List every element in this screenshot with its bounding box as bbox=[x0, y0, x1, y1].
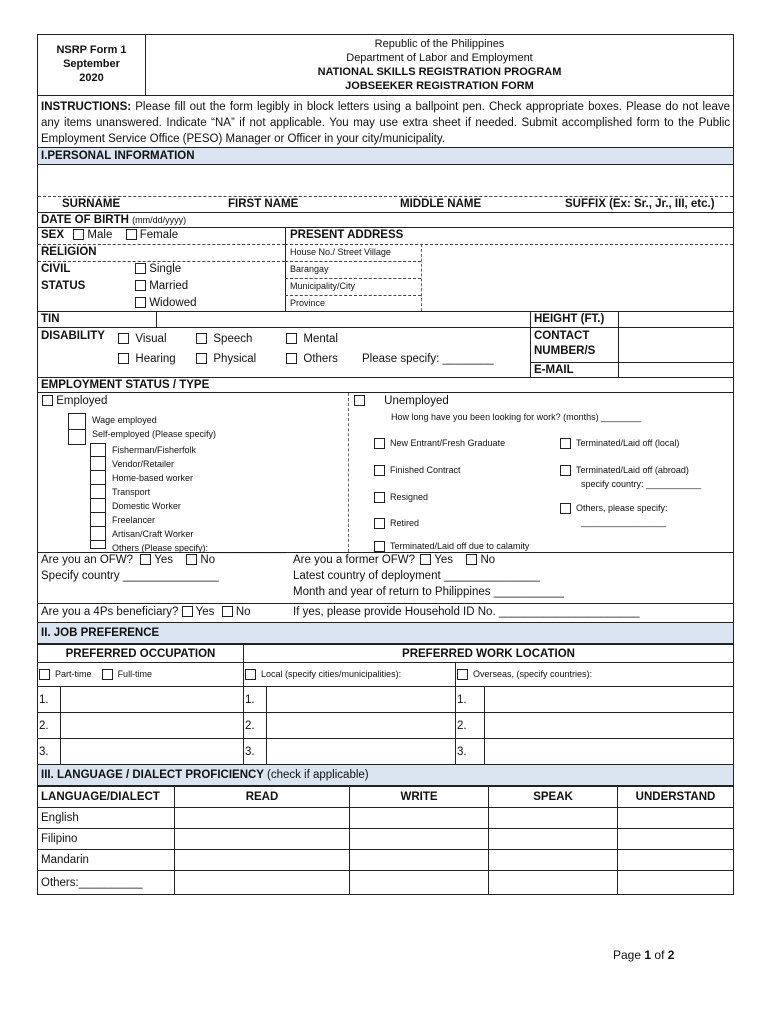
fourps-yes-label: Yes bbox=[195, 606, 215, 618]
pref-location-header: PREFERRED WORK LOCATION bbox=[244, 645, 734, 663]
calamity-checkbox[interactable] bbox=[374, 541, 385, 552]
resigned-checkbox[interactable] bbox=[374, 492, 385, 503]
occupation-number: 2. bbox=[38, 713, 61, 739]
job-row-2 bbox=[38, 713, 734, 739]
self-employed-item[interactable] bbox=[90, 457, 350, 471]
section-language-note: (check if applicable) bbox=[266, 769, 369, 781]
overseas-number: 2. bbox=[456, 713, 485, 739]
term-abroad-label: Terminated/Laid off (abroad) bbox=[576, 465, 689, 475]
form-header bbox=[37, 34, 734, 96]
self-employed-item-label: Freelancer bbox=[112, 515, 156, 525]
language-row-filipino bbox=[38, 829, 734, 850]
full-time-label: Full-time bbox=[117, 668, 153, 679]
understand-cell[interactable] bbox=[618, 829, 734, 850]
present-address-label: PRESENT ADDRESS bbox=[290, 229, 404, 241]
email-label: E-MAIL bbox=[534, 364, 574, 376]
section-job-title: II. JOB PREFERENCE bbox=[37, 623, 734, 644]
others-unemployed-label: Others, please specify: bbox=[576, 503, 668, 513]
republic-line: Republic of the Philippines bbox=[374, 38, 505, 50]
pref-occupation-header: PREFERRED OCCUPATION bbox=[38, 645, 244, 663]
visual-label: Visual bbox=[135, 333, 167, 345]
ofw-yes-checkbox[interactable] bbox=[140, 554, 151, 565]
language-row-english bbox=[38, 808, 734, 829]
instructions-text: Please fill out the form legibly in block letters using a ballpoint pen. Check appropriate boxes. Please do not leave any items unanswered. Indicate “NA” if not applicable. You may use extra sheet if needed. Submit accomplished form to the Public Employment Service Office (PESO) Manager or Officer in your city/municipality. bbox=[41, 101, 730, 145]
part-time-label: Part-time bbox=[55, 668, 92, 679]
header-write: WRITE bbox=[350, 787, 489, 808]
self-employed-item-label: Domestic Worker bbox=[112, 501, 181, 511]
language-name[interactable]: Others:__________ bbox=[38, 871, 175, 895]
retired-label: Retired bbox=[390, 518, 420, 528]
widowed-checkbox[interactable] bbox=[135, 297, 146, 308]
self-employed-item[interactable] bbox=[90, 485, 350, 499]
speak-cell[interactable] bbox=[489, 808, 618, 829]
local-number: 3. bbox=[244, 739, 267, 765]
resigned-label: Resigned bbox=[390, 492, 429, 502]
term-abroad-checkbox[interactable] bbox=[560, 465, 571, 476]
status-label: STATUS bbox=[41, 280, 86, 292]
former-ofw-question: Are you a former OFW? bbox=[293, 554, 416, 566]
speech-label: Speech bbox=[213, 333, 253, 345]
married-label: Married bbox=[149, 280, 189, 292]
contact-label: CONTACT bbox=[534, 330, 590, 342]
wage-employed-label: Wage employed bbox=[92, 415, 157, 425]
barangay-label: Barangay bbox=[290, 264, 329, 274]
fourps-question: Are you a 4Ps beneficiary? bbox=[41, 606, 179, 618]
self-employed-item-label: Transport bbox=[112, 487, 151, 497]
employed-checkbox[interactable] bbox=[42, 395, 53, 406]
province-label: Province bbox=[290, 298, 326, 308]
mental-checkbox[interactable] bbox=[286, 333, 297, 344]
speak-cell[interactable] bbox=[489, 871, 618, 895]
municipality-label: Municipality/City bbox=[290, 281, 356, 291]
female-label: Female bbox=[139, 229, 179, 241]
language-row-others bbox=[38, 871, 734, 895]
term-local-label: Terminated/Laid off (local) bbox=[576, 438, 680, 448]
form-month: September bbox=[63, 58, 120, 70]
ofw-no-checkbox[interactable] bbox=[186, 554, 197, 565]
physical-checkbox[interactable] bbox=[196, 353, 207, 364]
suffix-label: SUFFIX (Ex: Sr., Jr., III, etc.) bbox=[565, 198, 715, 210]
house-no-label: House No./ Street Village bbox=[290, 247, 391, 257]
department-line: Department of Labor and Employment bbox=[346, 52, 533, 64]
overseas-field-1[interactable] bbox=[485, 687, 734, 713]
finished-contract-checkbox[interactable] bbox=[374, 465, 385, 476]
sex-address-block bbox=[37, 228, 734, 312]
page-number bbox=[613, 948, 674, 962]
job-row-1 bbox=[38, 687, 734, 713]
overseas-field-2[interactable] bbox=[485, 713, 734, 739]
dob-row bbox=[37, 213, 734, 228]
understand-cell[interactable] bbox=[618, 850, 734, 871]
others-unemployed-line[interactable]: _________________ bbox=[581, 517, 667, 527]
overseas-field-3[interactable] bbox=[485, 739, 734, 765]
header-read: READ bbox=[175, 787, 350, 808]
form-title: JOBSEEKER REGISTRATION FORM bbox=[345, 80, 534, 92]
new-entrant-checkbox[interactable] bbox=[374, 438, 385, 449]
disability-specify[interactable]: Please specify: ________ bbox=[362, 353, 494, 365]
tin-disability-block bbox=[37, 312, 734, 378]
month-year-return-field[interactable]: Month and year of return to Philippines ___________ bbox=[293, 586, 565, 598]
header-understand: UNDERSTAND bbox=[618, 787, 734, 808]
tin-label: TIN bbox=[41, 313, 60, 325]
how-long-label[interactable]: How long have you been looking for work? (months) ________ bbox=[391, 412, 642, 422]
write-cell[interactable] bbox=[350, 808, 489, 829]
understand-cell[interactable] bbox=[618, 871, 734, 895]
first-name-label: FIRST NAME bbox=[228, 198, 299, 210]
self-employed-item-label: Artisan/Craft Worker bbox=[112, 529, 194, 539]
self-employed-item-label: Others (Please specify): _______________ bbox=[112, 543, 286, 553]
specify-country-field[interactable]: Specify country _______________ bbox=[41, 570, 219, 582]
finished-contract-label: Finished Contract bbox=[390, 465, 461, 475]
self-employed-item-label: Home-based worker bbox=[112, 473, 194, 483]
job-row-3 bbox=[38, 739, 734, 765]
surname-label: SURNAME bbox=[62, 198, 121, 210]
occupation-number: 3. bbox=[38, 739, 61, 765]
language-table bbox=[37, 786, 734, 895]
retired-checkbox[interactable] bbox=[374, 518, 385, 529]
read-cell[interactable] bbox=[175, 850, 350, 871]
local-number: 1. bbox=[244, 687, 267, 713]
job-preference-table bbox=[37, 644, 734, 765]
fourps-no-checkbox[interactable] bbox=[222, 606, 233, 617]
former-ofw-no-label: No bbox=[480, 554, 496, 566]
page-total: 2 bbox=[667, 948, 675, 962]
name-input-line[interactable] bbox=[38, 196, 733, 197]
others-unemployed-checkbox[interactable] bbox=[560, 503, 571, 514]
employment-title: EMPLOYMENT STATUS / TYPE bbox=[41, 379, 210, 391]
number-label: NUMBER/S bbox=[534, 345, 596, 357]
local-number: 2. bbox=[244, 713, 267, 739]
self-employed-list bbox=[90, 443, 350, 555]
speak-cell[interactable] bbox=[489, 829, 618, 850]
form-page bbox=[37, 34, 734, 895]
speak-cell[interactable] bbox=[489, 850, 618, 871]
write-cell[interactable] bbox=[350, 871, 489, 895]
language-row-mandarin bbox=[38, 850, 734, 871]
ofw-block bbox=[37, 553, 734, 604]
female-checkbox[interactable] bbox=[126, 229, 137, 240]
employed-label: Employed bbox=[56, 395, 108, 407]
physical-label: Physical bbox=[213, 353, 257, 365]
language-name: Filipino bbox=[38, 829, 175, 850]
overseas-number: 3. bbox=[456, 739, 485, 765]
self-employed-label: Self-employed (Please specify) bbox=[92, 429, 217, 439]
religion-label: RELIGION bbox=[41, 246, 97, 258]
overseas-checkbox[interactable] bbox=[457, 669, 468, 680]
mental-label: Mental bbox=[303, 333, 338, 345]
self-employed-item[interactable] bbox=[90, 443, 350, 457]
overseas-label: Overseas, (specify countries): bbox=[473, 668, 593, 679]
dob-format: (mm/dd/yyyy) bbox=[132, 215, 187, 225]
overseas-number: 1. bbox=[456, 687, 485, 713]
married-checkbox[interactable] bbox=[135, 280, 146, 291]
employment-title-row bbox=[37, 378, 734, 393]
sex-label: SEX bbox=[41, 229, 65, 241]
section-personal-title: I.PERSONAL INFORMATION bbox=[37, 148, 734, 165]
local-label: Local (specify cities/municipalities): bbox=[261, 668, 402, 679]
male-label: Male bbox=[87, 229, 113, 241]
section-language-title-row bbox=[37, 765, 734, 786]
dob-label: DATE OF BIRTH bbox=[41, 214, 129, 226]
fourps-yes-checkbox[interactable] bbox=[182, 606, 193, 617]
name-row bbox=[37, 165, 734, 213]
header-language: LANGUAGE/DIALECT bbox=[38, 787, 175, 808]
ofw-question: Are you an OFW? bbox=[41, 554, 134, 566]
page-of: of bbox=[654, 948, 665, 962]
height-label: HEIGHT (FT.) bbox=[534, 313, 605, 325]
program-title: NATIONAL SKILLS REGISTRATION PROGRAM bbox=[317, 66, 562, 78]
occupation-field-3[interactable] bbox=[61, 739, 244, 765]
term-local-checkbox[interactable] bbox=[560, 438, 571, 449]
local-field-1[interactable] bbox=[267, 687, 456, 713]
specify-country-abroad[interactable]: specify country: ___________ bbox=[581, 479, 702, 489]
single-checkbox[interactable] bbox=[135, 263, 146, 274]
others-disability-label: Others bbox=[303, 353, 338, 365]
full-time-checkbox[interactable] bbox=[102, 669, 113, 680]
read-cell[interactable] bbox=[175, 829, 350, 850]
instructions bbox=[37, 96, 734, 148]
ofw-yes-label: Yes bbox=[154, 554, 174, 566]
instructions-label: INSTRUCTIONS: bbox=[41, 101, 132, 113]
self-employed-item[interactable] bbox=[90, 513, 350, 527]
fourps-row bbox=[37, 604, 734, 623]
disability-label: DISABILITY bbox=[41, 330, 105, 342]
former-ofw-no-checkbox[interactable] bbox=[466, 554, 477, 565]
self-employed-item[interactable] bbox=[90, 527, 350, 541]
read-cell[interactable] bbox=[175, 871, 350, 895]
section-language-title: III. LANGUAGE / DIALECT PROFICIENCY bbox=[41, 769, 264, 781]
read-cell[interactable] bbox=[175, 808, 350, 829]
ofw-no-label: No bbox=[200, 554, 216, 566]
former-ofw-yes-label: Yes bbox=[434, 554, 454, 566]
page-prefix: Page bbox=[613, 948, 642, 962]
part-time-checkbox[interactable] bbox=[39, 669, 50, 680]
form-year: 2020 bbox=[79, 72, 104, 84]
occupation-field-2[interactable] bbox=[61, 713, 244, 739]
header-speak: SPEAK bbox=[489, 787, 618, 808]
self-employed-item-label: Vendor/Retailer bbox=[112, 459, 175, 469]
local-field-3[interactable] bbox=[267, 739, 456, 765]
others-disability-checkbox[interactable] bbox=[286, 353, 297, 364]
new-entrant-label: New Entrant/Fresh Graduate bbox=[390, 438, 506, 448]
single-label: Single bbox=[149, 263, 182, 275]
unemployed-label: Unemployed bbox=[384, 395, 449, 407]
unemployed-checkbox[interactable] bbox=[354, 395, 365, 406]
form-code: NSRP Form 1 bbox=[56, 44, 127, 56]
former-ofw-yes-checkbox[interactable] bbox=[420, 554, 431, 565]
middle-name-label: MIDDLE NAME bbox=[400, 198, 482, 210]
civil-label: CIVIL bbox=[41, 263, 71, 275]
page-num: 1 bbox=[644, 948, 652, 962]
male-checkbox[interactable] bbox=[73, 229, 84, 240]
latest-country-field[interactable]: Latest country of deployment _______________ bbox=[293, 570, 540, 582]
employment-block bbox=[37, 393, 734, 553]
local-field-2[interactable] bbox=[267, 713, 456, 739]
self-employed-item-label: Fisherman/Fisherfolk bbox=[112, 445, 197, 455]
language-name: Mandarin bbox=[38, 850, 175, 871]
calamity-label: Terminated/Laid off due to calamity bbox=[390, 541, 530, 551]
self-employed-item[interactable] bbox=[90, 471, 350, 485]
occupation-number: 1. bbox=[38, 687, 61, 713]
occupation-field-1[interactable] bbox=[61, 687, 244, 713]
write-cell[interactable] bbox=[350, 829, 489, 850]
understand-cell[interactable] bbox=[618, 808, 734, 829]
self-employed-item[interactable] bbox=[90, 499, 350, 513]
widowed-label: Widowed bbox=[149, 297, 197, 309]
fourps-no-label: No bbox=[235, 606, 251, 618]
hearing-checkbox[interactable] bbox=[118, 353, 129, 364]
household-id-field[interactable]: If yes, please provide Household ID No. ______________________ bbox=[293, 606, 640, 618]
speech-checkbox[interactable] bbox=[196, 333, 207, 344]
local-checkbox[interactable] bbox=[245, 669, 256, 680]
write-cell[interactable] bbox=[350, 850, 489, 871]
hearing-label: Hearing bbox=[135, 353, 176, 365]
language-name: English bbox=[38, 808, 175, 829]
visual-checkbox[interactable] bbox=[118, 333, 129, 344]
